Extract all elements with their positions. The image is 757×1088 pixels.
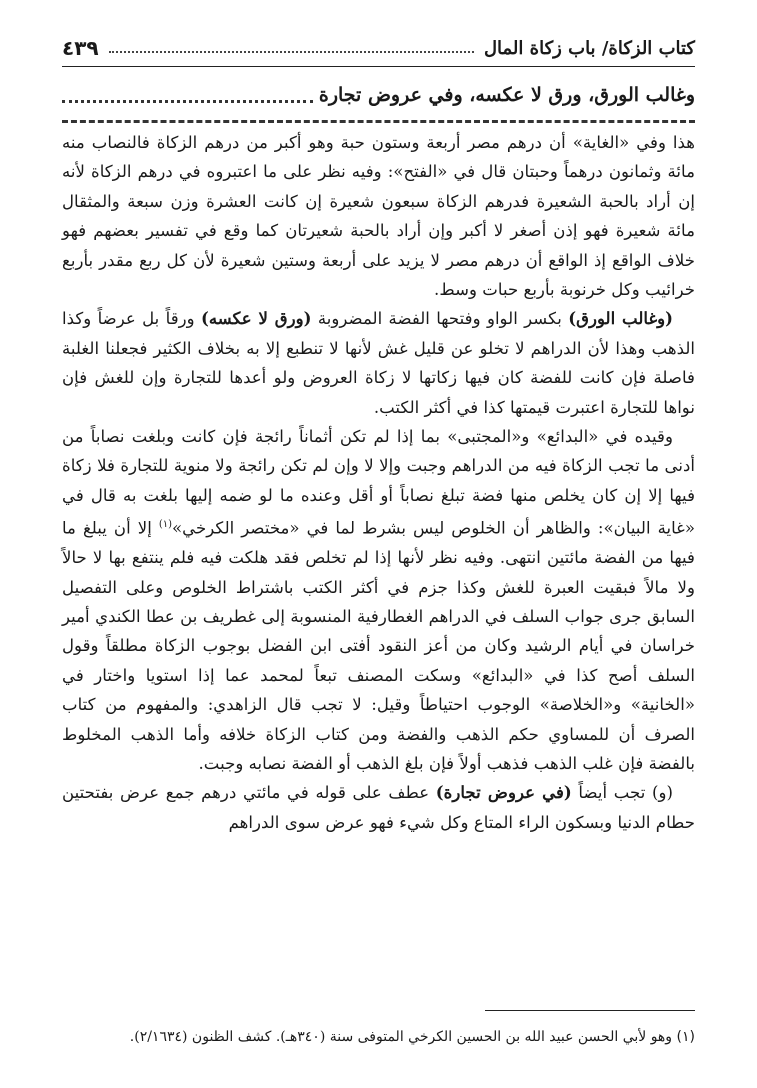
footnote [62,1026,695,1048]
footnote-text: وهو لأبي الحسن عبيد الله بن الحسين الكرخي المتوفى سنة (٣٤٠هـ). كشف الظنون (٢/١٦٣٤). [129,1029,673,1045]
paragraph [62,128,695,304]
matn-line [62,78,695,112]
paragraph-text: ورقاً بل عرضاً وكذا الذهب وهذا لأن الدراهم لا تخلو عن قليل غش لأنها لا تنطبع إلا به بخلاف الكثير فجعلنا الغلبة فاصلة فإن كانت للفضة كان فيها زكاتها لا زكاة العروض ولو أعدها للتجارة وإن للغش فإن نواها للتجارة اعتبرت قيمتها كذا في أكثر الكتب. [62,309,695,417]
header-dotted-leader [109,51,474,53]
paragraph-text: عطف على قوله في مائتي درهم جمع عرض بفتحتين حطام الدنيا وبسكون الراء المتاع وكل شيء فهو عرض سوى الدراهم [62,783,695,832]
header-title: كتاب الزكاة/ باب زكاة المال [483,37,695,59]
matn-text: وغالب الورق، ورق لا عكسه، وفي عروض تجارة [318,84,695,106]
commentary-body [62,128,695,837]
matn-quote: (وغالب الورق) [568,308,674,329]
paragraph [62,422,695,778]
paragraph-text: بكسر الواو وفتحها الفضة المضروبة [311,309,569,329]
paragraph [62,778,695,837]
page-number: ٤٣٩ [62,36,99,60]
dashed-separator [62,120,695,123]
matn-dotted-leader [62,100,313,103]
paragraph-text: (و) تجب أيضاً [571,783,673,803]
paragraph-text: وقيده في «البدائع» و«المجتبى» بما إذا لم تكن أثماناً رائجة فإن كانت وبلغت نصاباً من أدنى ما تجب الزكاة فيه من الدراهم وجبت وإلا لا وإن لم تكن رائجة ولا منوية للتجارة فلا زكاة فيها إلا إن كان يخلص منها فضة تبلغ نصاباً أو أقل وعنده ما لو ضمه إليها بلغت به قال في «غاية البيان»: والظاهر أن الخلوص ليس بشرط لما في «مختصر الكرخي» [62,427,695,538]
footnote-number: (١) [676,1029,695,1045]
matn-quote: (ورق لا عكسه) [201,308,312,329]
footnote-ref: (١) [158,519,173,531]
paragraph [62,304,695,422]
paragraph-text: إلا أن يبلغ ما فيها من الفضة مائتين انتهى. وفيه نظر لأنها إذا لم تخلص فقد هلكت فيه فلم ينتفع بها لا حالاً ولا مالاً فبقيت العبرة للغش وكذا جزم في أكثر الكتب باشتراط الخلوص وعلى التفصيل السابق جرى جواب السلف في الدراهم الغطارفية المنسوبة إلى غطريف بن عطا الكندي أمير خراسان في أيام الرشيد وكان من أعز النقود أفتى ابن الفضل بوجوب الزكاة مطلقاً وقول السلف أصح كذا في «البدائع» وسكت المصنف تبعاً لمحمد عما إذا استويا واختار في «الخانية» و«الخلاصة» الوجوب احتياطاً وقيل: لا تجب قال الزاهدي: والمفهوم من كتاب الصرف أن للمساوي حكم الذهب والفضة ومن كتاب الزكاة خلافه وأما الذهب المخلوط بالفضة فإن غلب الذهب فذهب أولاً فإن بلغ الذهب أو الفضة نصابه وجبت. [62,518,695,774]
running-header [62,30,695,67]
matn-quote: (في عروض تجارة) [435,782,572,803]
paragraph-text: هذا وفي «الغاية» أن درهم مصر أربعة وستون حبة وهو أكبر من درهم الزكاة فالنصاب منه مائة وثمانون درهماً وحبتان قال في «الفتح»: وفيه نظر على ما اعتبروه في درهم الزكاة لأنه إن أراد بالحبة الشعيرة فدرهم الزكاة سبعون شعيرة إن كانت العشرة وزن سبعة والمثقال مائة شعيرة فهو إذن أصغر لا أكبر وإن أراد بالحبة شعيرتان كما وقع في تفسير بعضهم فهو خلاف الواقع إذ الواقع أن درهم مصر لا يزيد على أربعة وستين شعيرة لأن كل ربع مقدر بأربع خرائيب وكل خرنوبة بأربع حبات وسط. [62,133,695,300]
footnote-separator [485,1010,695,1011]
